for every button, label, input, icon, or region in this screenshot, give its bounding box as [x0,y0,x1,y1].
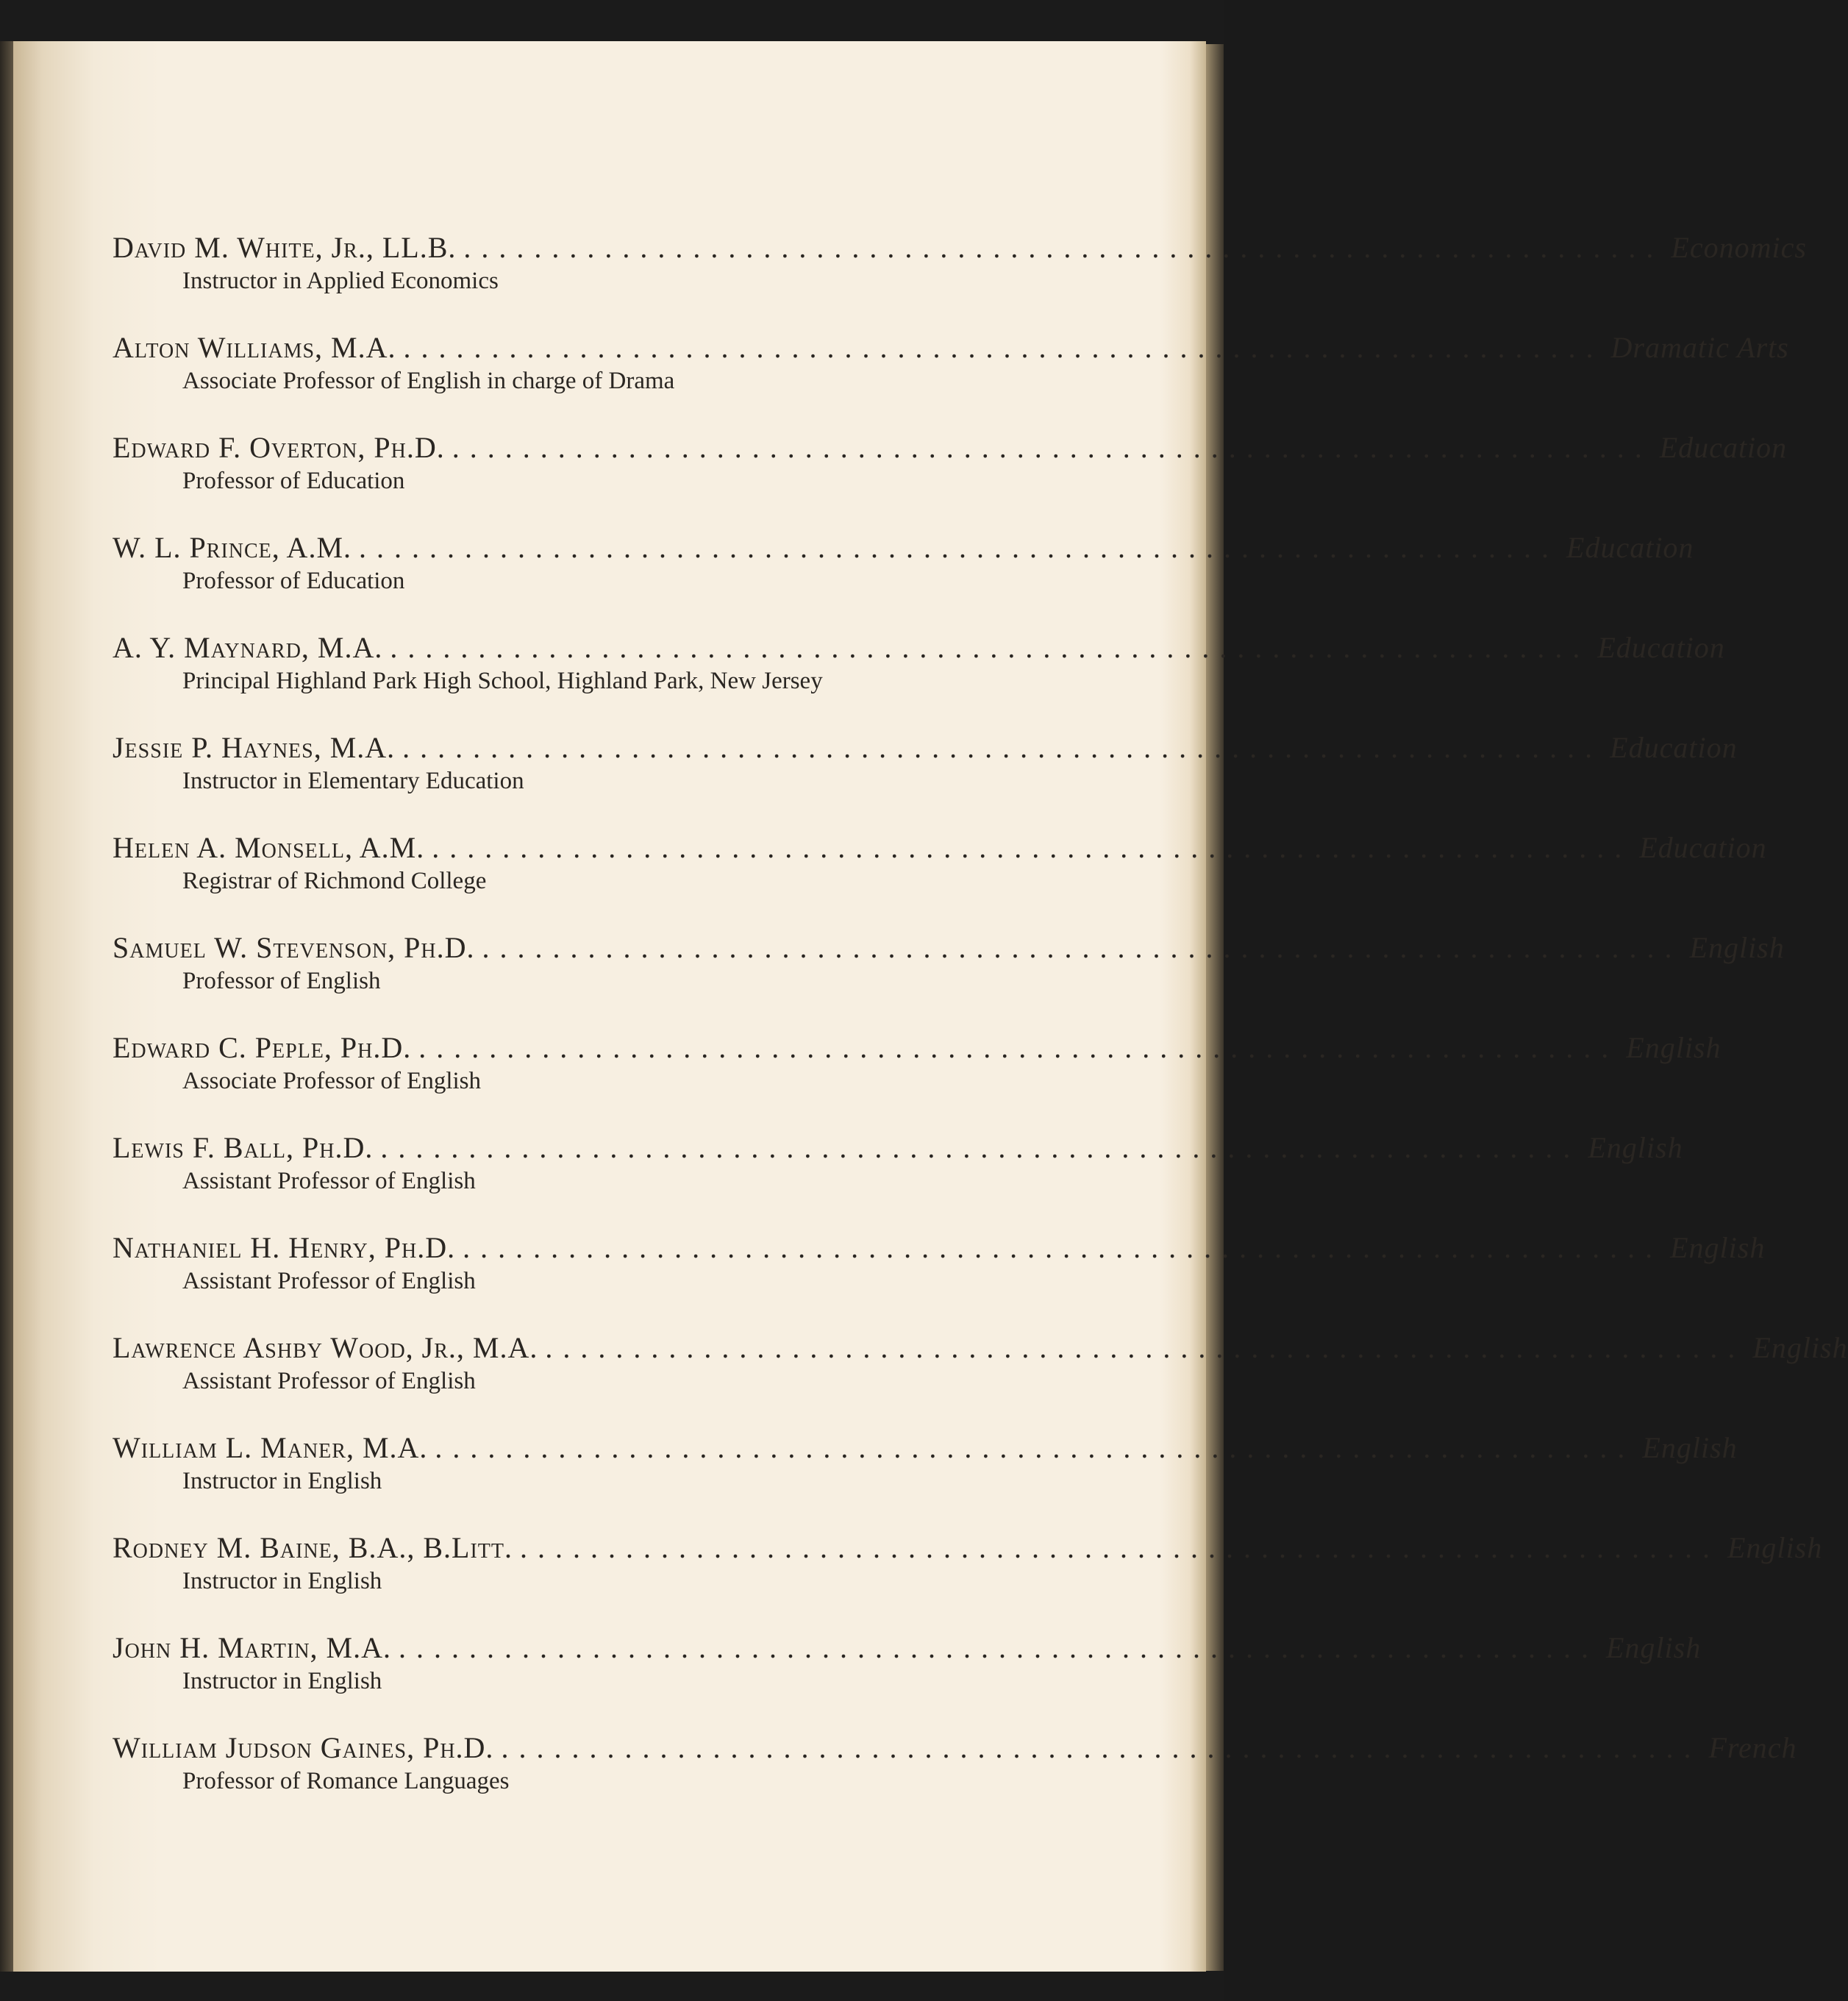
dot-leader: .................................................................... [501,1731,1702,1764]
dot-leader: .................................................................... [418,1031,1619,1064]
dot-leader: .................................................................... [359,531,1560,564]
dot-leader: .................................................................... [482,931,1683,964]
faculty-entry [113,1030,1722,1130]
department: English [1626,1031,1722,1064]
faculty-entry [113,1530,1823,1630]
faculty-name: Edward F. Overton, Ph.D. [113,431,445,464]
dot-leader: .................................................................... [545,1331,1746,1364]
dot-leader: .................................................................... [520,1531,1720,1564]
department: Education [1639,831,1767,864]
faculty-list [113,229,1848,1830]
department: English [1588,1131,1683,1164]
faculty-entry [113,1330,1848,1430]
department: French [1708,1731,1797,1764]
dot-leader: .................................................................... [399,1631,1599,1664]
department: English [1606,1631,1702,1664]
department: Dramatic Arts [1610,331,1789,364]
department: Education [1566,531,1694,564]
faculty-name: William Judson Gaines, Ph.D. [113,1731,494,1764]
faculty-entry [113,429,1788,529]
faculty-entry [113,930,1785,1030]
faculty-name: Lawrence Ashby Wood, Jr., M.A. [113,1331,538,1364]
faculty-name: David M. White, Jr., LL.B. [113,231,457,264]
department: English [1670,1231,1766,1264]
faculty-title: Professor of Education [182,468,405,494]
dot-leader: .................................................................... [435,1431,1635,1464]
faculty-title: Registrar of Richmond College [182,868,487,894]
faculty-name: Helen A. Monsell, A.M. [113,831,425,864]
department: Education [1610,731,1738,764]
faculty-name: W. L. Prince, A.M. [113,531,352,564]
faculty-entry [113,1430,1738,1530]
faculty-name: Edward C. Peple, Ph.D. [113,1031,412,1064]
department: Economics [1671,231,1807,264]
faculty-name: Alton Williams, M.A. [113,331,396,364]
faculty-title: Assistant Professor of English [182,1368,476,1394]
faculty-entry [113,329,1789,429]
faculty-entry [113,629,1725,730]
faculty-title: Principal Highland Park High School, Highland Park, New Jersey [182,668,823,694]
faculty-title: Professor of Romance Languages [182,1768,510,1794]
faculty-entry [113,730,1738,830]
faculty-name: A. Y. Maynard, M.A. [113,631,383,664]
faculty-entry [113,830,1767,930]
dot-leader: .................................................................... [463,1231,1663,1264]
faculty-title: Instructor in English [182,1568,382,1594]
department: English [1642,1431,1738,1464]
department: English [1752,1331,1848,1364]
faculty-title: Instructor in Elementary Education [182,768,524,794]
dot-leader: .................................................................... [403,331,1604,364]
faculty-entry [113,1130,1683,1230]
faculty-entry [113,1730,1797,1830]
faculty-name: John H. Martin, M.A. [113,1631,391,1664]
faculty-entry [113,229,1807,329]
faculty-title: Associate Professor of English [182,1068,482,1094]
faculty-title: Professor of English [182,968,381,994]
department: Education [1659,431,1788,464]
faculty-title: Instructor in English [182,1468,382,1494]
faculty-name: Jessie P. Haynes, M.A. [113,731,396,764]
dot-leader: .................................................................... [463,231,1664,264]
faculty-name: Samuel W. Stevenson, Ph.D. [113,931,475,964]
dot-leader: .................................................................... [432,831,1633,864]
dot-leader: .................................................................... [402,731,1603,764]
faculty-title: Instructor in English [182,1668,382,1694]
department: English [1689,931,1785,964]
faculty-title: Assistant Professor of English [182,1168,476,1194]
department: Education [1597,631,1725,664]
faculty-title: Assistant Professor of English [182,1268,476,1294]
faculty-name: Rodney M. Baine, B.A., B.Litt. [113,1531,513,1564]
faculty-name: Nathaniel H. Henry, Ph.D. [113,1231,456,1264]
faculty-name: William L. Maner, M.A. [113,1431,428,1464]
faculty-entry [113,1630,1702,1730]
faculty-entry [113,1230,1766,1330]
dot-leader: .................................................................... [390,631,1591,664]
dot-leader: .................................................................... [452,431,1652,464]
faculty-title: Professor of Education [182,568,405,594]
faculty-name: Lewis F. Ball, Ph.D. [113,1131,374,1164]
dot-leader: .................................................................... [380,1131,1581,1164]
department: English [1727,1531,1823,1564]
faculty-entry [113,529,1694,629]
faculty-title: Associate Professor of English in charge of Drama [182,368,675,394]
faculty-title: Instructor in Applied Economics [182,268,499,294]
